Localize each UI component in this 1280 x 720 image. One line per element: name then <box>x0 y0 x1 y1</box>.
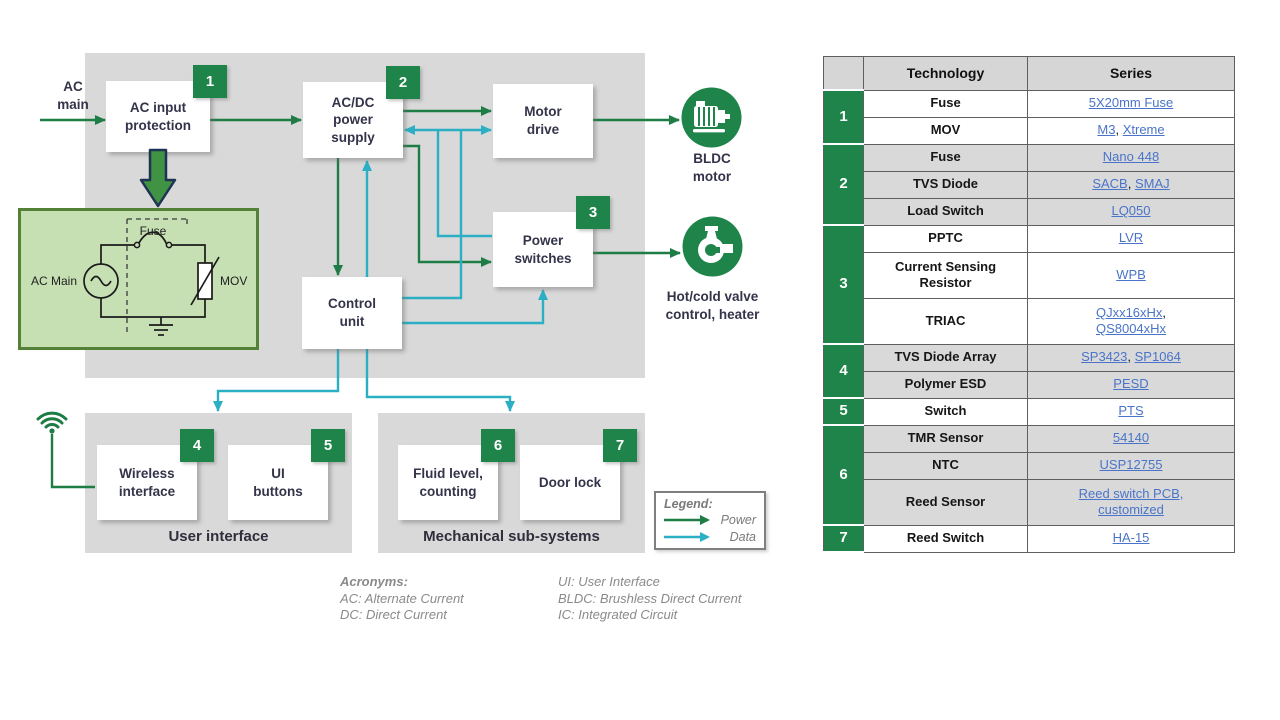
group-number-cell: 6 <box>824 425 864 525</box>
technology-cell: Switch <box>864 398 1028 425</box>
series-link[interactable]: Nano 448 <box>1102 149 1160 165</box>
technology-cell: TMR Sensor <box>864 425 1028 452</box>
series-cell <box>1028 144 1235 171</box>
table-row <box>824 479 1235 525</box>
technology-cell: MOV <box>864 117 1028 144</box>
bldc-motor-label: BLDC motor <box>692 151 732 184</box>
table-row <box>824 225 1235 252</box>
acronym-line: UI: User Interface <box>558 574 660 589</box>
group-number-cell: 4 <box>824 344 864 398</box>
acronyms-column-2 <box>558 574 798 624</box>
series-cell <box>1028 252 1235 298</box>
series-link[interactable]: SMAJ <box>1134 176 1170 192</box>
acronym-line: DC: Direct Current <box>340 607 447 622</box>
block-ui-buttons <box>228 437 333 520</box>
valve-pump-label: Hot/cold valve control, heater <box>665 289 760 322</box>
series-link[interactable]: QJxx16xHx <box>1095 304 1163 320</box>
group-number-cell: 5 <box>824 398 864 425</box>
block-label: Door lock <box>538 474 602 490</box>
technology-cell: NTC <box>864 452 1028 479</box>
table-row <box>824 171 1235 198</box>
series-link[interactable]: LVR <box>1118 230 1144 246</box>
acronym-line: IC: Integrated Circuit <box>558 607 678 622</box>
technology-cell: Current Sensing Resistor <box>864 252 1028 298</box>
series-cell <box>1028 225 1235 252</box>
table-row <box>824 525 1235 552</box>
step-badge-7: 7 <box>603 429 637 462</box>
series-link[interactable]: Reed switch PCB, customized <box>1078 485 1184 517</box>
series-cell <box>1028 90 1235 117</box>
series-cell <box>1028 371 1235 398</box>
legend-data-label: Data <box>729 529 756 544</box>
series-link[interactable]: USP12755 <box>1099 457 1163 473</box>
series-cell: SACB, SMAJ <box>1028 171 1235 198</box>
series-link[interactable]: 54140 <box>1112 430 1150 446</box>
series-link[interactable]: M3 <box>1097 122 1116 138</box>
legend-box <box>654 491 766 550</box>
acronyms-column-1 <box>340 574 555 624</box>
step-badge-1: 1 <box>193 65 227 98</box>
series-cell: M3, Xtreme <box>1028 117 1235 144</box>
inset-mov-label: MOV <box>220 274 248 288</box>
legend-power-label: Power <box>720 512 756 527</box>
series-cell <box>1028 425 1235 452</box>
column-header: Series <box>1028 57 1235 91</box>
series-link[interactable]: LQ050 <box>1111 203 1151 219</box>
inset-ac-main-label: AC Main <box>30 274 78 288</box>
inset-fuse-label: Fuse <box>139 224 167 238</box>
series-link[interactable]: SP3423 <box>1081 349 1128 365</box>
block-label: Control unit <box>328 296 376 329</box>
block-label: AC input protection <box>125 99 191 133</box>
column-header: Technology <box>864 57 1028 91</box>
block-label: UI buttons <box>253 465 303 499</box>
series-link[interactable]: 5X20mm Fuse <box>1088 95 1174 111</box>
step-badge-4: 4 <box>180 429 214 462</box>
table-row <box>824 371 1235 398</box>
acronym-line: AC: Alternate Current <box>340 590 464 606</box>
series-cell: QJxx16xHx, QS8004xHx <box>1028 298 1235 344</box>
series-link[interactable]: WPB <box>1116 266 1146 282</box>
step-badge-2: 2 <box>386 66 420 99</box>
block-power-switches <box>493 204 598 287</box>
table-row <box>824 344 1235 371</box>
series-link[interactable]: QS8004xHx <box>1095 321 1167 336</box>
table-row <box>824 398 1235 425</box>
power-arrow-icon <box>664 515 710 525</box>
series-cell <box>1028 198 1235 225</box>
block-motor-drive <box>493 84 593 158</box>
technology-cell: TVS Diode Array <box>864 344 1028 371</box>
technology-cell: PPTC <box>864 225 1028 252</box>
corner-header <box>824 57 864 91</box>
block-label: Wireless interface <box>118 465 176 499</box>
input-protection-circuit-inset <box>18 208 259 350</box>
parts-table <box>823 56 1235 553</box>
mechanical-section-label: Mechanical sub-systems <box>423 528 600 545</box>
legend-title: Legend: <box>664 497 713 511</box>
table-row <box>824 144 1235 171</box>
user-interface-section-label: User interface <box>168 528 269 545</box>
group-number-cell: 3 <box>824 225 864 344</box>
acronym-line: BLDC: Brushless Direct Current <box>558 590 742 606</box>
block-wireless-interface <box>97 437 202 520</box>
table-row <box>824 452 1235 479</box>
technology-cell: TVS Diode <box>864 171 1028 198</box>
block-acdc-power-supply <box>303 74 408 158</box>
table-row <box>824 198 1235 225</box>
bldc-motor-icon <box>681 87 742 153</box>
step-badge-3: 3 <box>576 196 610 229</box>
series-link[interactable]: HA-15 <box>1112 530 1150 546</box>
series-link[interactable]: PTS <box>1118 403 1144 419</box>
step-badge-6: 6 <box>481 429 515 462</box>
series-link[interactable]: SACB <box>1092 176 1128 192</box>
technology-cell: Load Switch <box>864 198 1028 225</box>
technology-cell: TRIAC <box>864 298 1028 344</box>
valve-pump-icon <box>682 216 743 282</box>
series-cell <box>1028 398 1235 425</box>
table-row <box>824 298 1235 344</box>
block-door-lock <box>520 437 625 520</box>
series-link[interactable]: Xtreme <box>1122 122 1165 138</box>
technology-cell: Reed Sensor <box>864 479 1028 525</box>
table-row <box>824 90 1235 117</box>
group-number-cell: 1 <box>824 90 864 144</box>
group-number-cell: 2 <box>824 144 864 225</box>
technology-cell: Fuse <box>864 90 1028 117</box>
table-row <box>824 252 1235 298</box>
wifi-icon <box>38 413 66 434</box>
series-link[interactable]: PESD <box>1113 376 1149 392</box>
series-cell <box>1028 452 1235 479</box>
block-label: Fluid level, counting <box>413 465 483 499</box>
series-cell: SP3423, SP1064 <box>1028 344 1235 371</box>
zoom-in-arrow <box>128 146 188 212</box>
technology-cell: Fuse <box>864 144 1028 171</box>
block-label: AC/DC power supply <box>331 94 375 145</box>
technology-cell: Reed Switch <box>864 525 1028 552</box>
technology-cell: Polymer ESD <box>864 371 1028 398</box>
block-label: Motor drive <box>524 104 562 137</box>
series-link[interactable]: SP1064 <box>1134 349 1181 365</box>
data-arrow-icon <box>664 532 710 542</box>
step-badge-5: 5 <box>311 429 345 462</box>
block-fluid-level-counting <box>398 437 503 520</box>
series-cell <box>1028 525 1235 552</box>
ac-main-label: AC main <box>57 79 89 113</box>
block-label: Power switches <box>514 232 572 266</box>
table-row <box>824 117 1235 144</box>
table-row <box>824 425 1235 452</box>
series-cell <box>1028 479 1235 525</box>
block-ac-input-protection <box>106 73 215 152</box>
acronyms-title: Acronyms: <box>340 574 408 589</box>
group-number-cell: 7 <box>824 525 864 552</box>
block-control-unit <box>302 277 402 349</box>
